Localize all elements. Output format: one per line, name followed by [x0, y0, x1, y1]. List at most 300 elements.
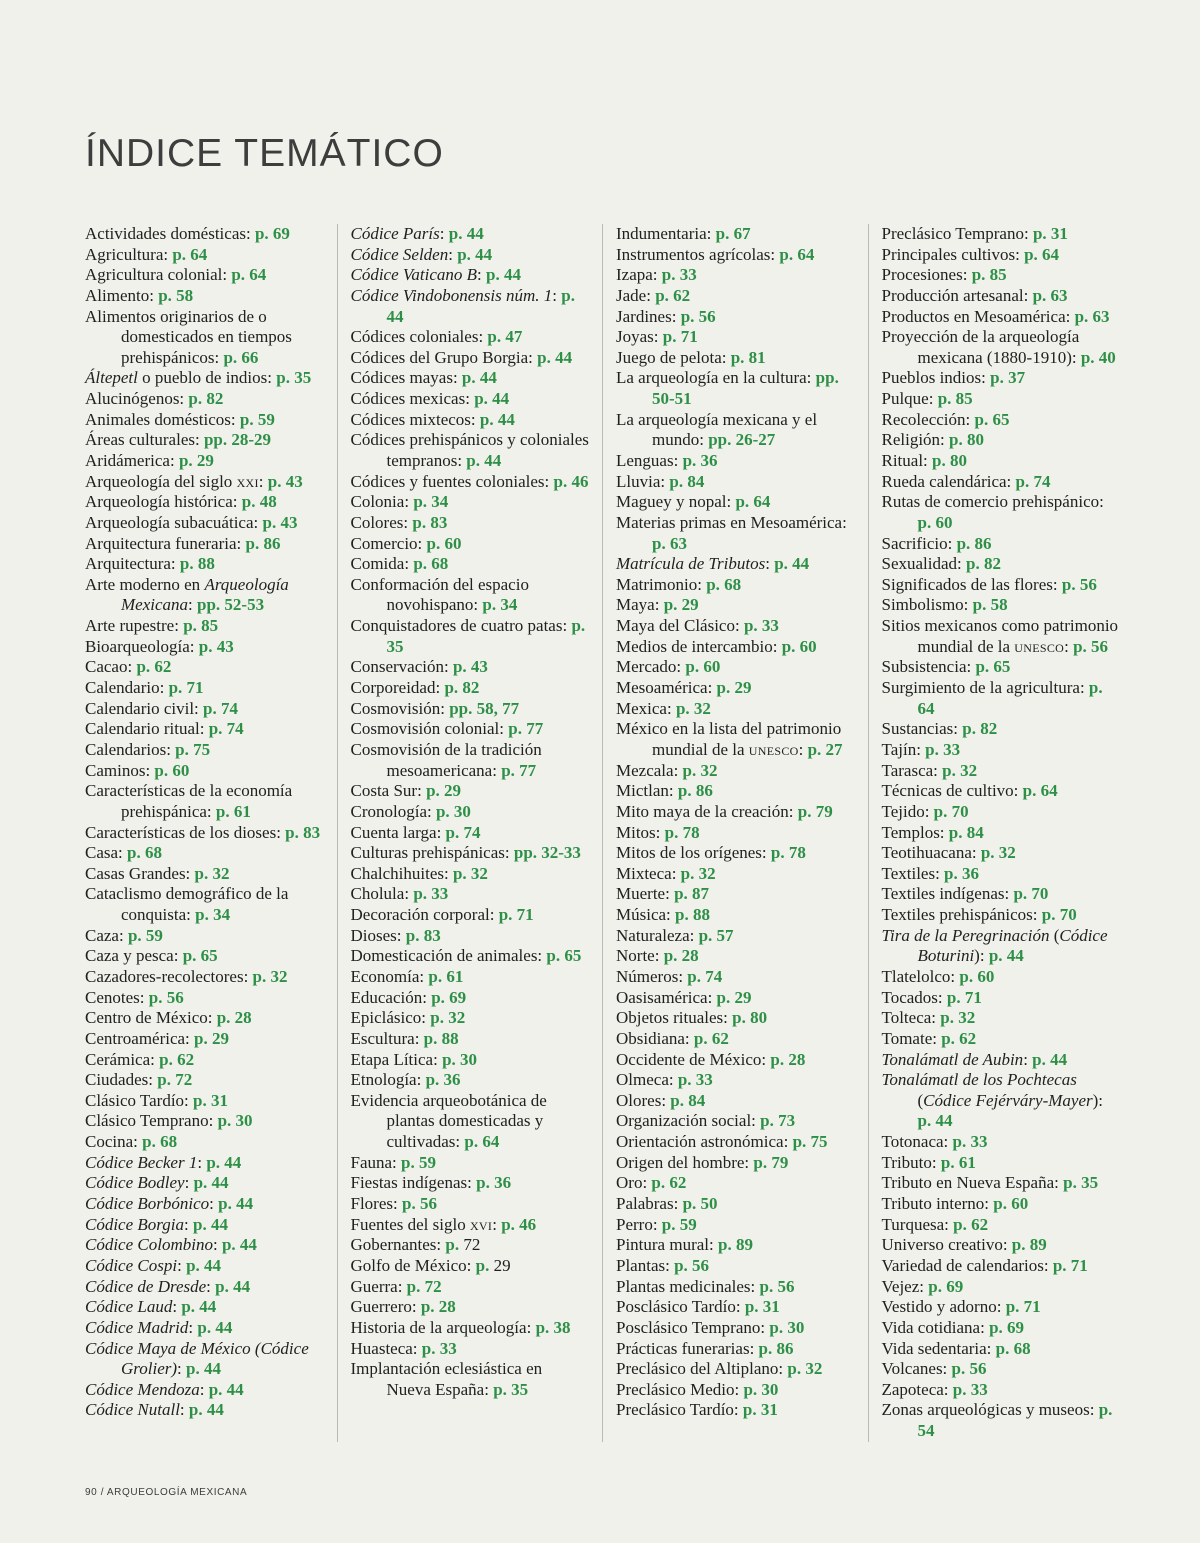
index-entry: Objetos rituales: p. 80 [616, 1008, 768, 1028]
page-ref: p. 32 [452, 863, 488, 883]
index-entry: Economía: p. 61 [350, 967, 464, 986]
page-ref: p. 54 [917, 1400, 1113, 1441]
page-ref: p. 86 [245, 533, 281, 553]
page-ref: p. 33 [677, 1070, 713, 1090]
index-column [602, 224, 868, 1442]
page-ref: p. 68 [706, 574, 742, 594]
index-entry: Maya del Clásico: p. 33 [616, 616, 779, 636]
page-ref: p. 31 [1032, 223, 1068, 243]
page-ref: p. [475, 1255, 490, 1275]
page-ref: p. 44 [448, 223, 484, 243]
page-ref: p. 35 [386, 616, 586, 656]
page-ref: p. 59 [127, 925, 163, 945]
index-entry: Etnología: p. 36 [350, 1070, 461, 1090]
page-ref: p. 74 [445, 822, 481, 842]
page-ref: p. 56 [759, 1276, 795, 1296]
index-entry: Códice Colombino: p. 44 [85, 1235, 257, 1255]
index-entry: Guerra: p. 72 [350, 1276, 442, 1296]
page-ref: p. 60 [685, 657, 721, 677]
page-ref: p. 58 [972, 595, 1008, 615]
page-ref: p. 80 [949, 430, 984, 450]
index-entry: Plantas medicinales: p. 56 [616, 1276, 795, 1296]
page-ref: p. 64 [1024, 244, 1060, 264]
page-ref: p. 44 [461, 368, 497, 388]
page-ref: p. 71 [168, 678, 204, 698]
index-entry: Centro de México: p. 28 [85, 1008, 252, 1028]
index-entry: Rutas de comercio prehispánico: p. 60 [881, 492, 1104, 532]
page-ref: p. 82 [966, 554, 1001, 574]
page-ref: p. 30 [769, 1317, 805, 1337]
page-ref: p. 72 [406, 1276, 442, 1296]
page-ref: p. 88 [179, 554, 215, 574]
index-entry: Zonas arqueológicas y museos: p. 54 [881, 1400, 1113, 1441]
index-entry: La arqueología en la cultura: pp. 50-51 [616, 368, 839, 409]
index-entry: Calendarios: p. 75 [85, 739, 211, 759]
page-ref: p. 35 [493, 1379, 529, 1399]
index-entry: Tajín: p. 33 [881, 739, 961, 759]
page-ref: p. 75 [792, 1132, 828, 1152]
index-entry: Palabras: p. 50 [616, 1194, 718, 1214]
page-ref: p. 60 [154, 760, 190, 780]
page-ref: p. 60 [993, 1194, 1029, 1214]
index-entry: Conformación del espacio novohispano: p. 34 [350, 574, 529, 615]
index-entry: Códices prehispánicos y coloniales tempranos: p. 44 [350, 430, 589, 470]
index-entry: Códice Cospi: p. 44 [85, 1255, 222, 1275]
index-entry: Tira de la Peregrinación (Códice Boturini): p. 44 [881, 925, 1108, 966]
index-entry: Textiles: p. 36 [881, 863, 980, 883]
page-ref: p. 30 [743, 1379, 779, 1399]
index-entry: Códice Madrid: p. 44 [85, 1317, 233, 1337]
page-ref: p. 73 [760, 1111, 796, 1131]
index-entry: Arte moderno en Arqueología Mexicana: pp. 52-53 [85, 574, 289, 615]
index-entry: Universo creativo: p. 89 [881, 1235, 1047, 1255]
index-entry: Jade: p. 62 [616, 285, 691, 305]
page-ref: p. 64 [1022, 781, 1058, 801]
page-ref: p. 29 [663, 595, 699, 615]
page-ref: p. 64 [779, 244, 815, 264]
index-entry: Caza y pesca: p. 65 [85, 946, 218, 966]
index-entry: Comida: p. 68 [350, 554, 449, 574]
page-ref: p. 71 [1005, 1297, 1041, 1317]
page-ref: p. 31 [193, 1090, 229, 1110]
index-entry: Jardines: p. 56 [616, 306, 716, 326]
page-ref: p. 50 [682, 1194, 718, 1214]
page-ref: pp. 28-29 [203, 430, 272, 450]
index-entry: Vestido y adorno: p. 71 [881, 1297, 1041, 1317]
page-ref: p. 85 [183, 616, 219, 636]
page-ref: p. 84 [670, 1090, 706, 1110]
page-ref: p. 44 [206, 1152, 242, 1172]
page-ref: p. 32 [682, 760, 718, 780]
index-entry: Productos en Mesoamérica: p. 63 [881, 306, 1110, 326]
page-ref: p. 58 [158, 285, 194, 305]
index-entry: Colonia: p. 34 [350, 492, 449, 512]
index-entry: Lenguas: p. 36 [616, 450, 718, 470]
index-columns [85, 224, 1120, 1442]
page-ref: p. 33 [421, 1338, 457, 1358]
page-ref: p. 68 [413, 554, 449, 574]
index-entry: Mitos de los orígenes: p. 78 [616, 843, 806, 863]
page-ref: p. 36 [682, 450, 718, 470]
page-ref: p. 32 [940, 1008, 976, 1028]
page-ref: p. 82 [962, 719, 998, 739]
page-ref: p. 44 [208, 1379, 244, 1399]
page-ref: p. 44 [457, 244, 493, 264]
index-entry: Áltepetl o pueblo de indios: p. 35 [85, 368, 312, 388]
index-entry: Arquitectura funeraria: p. 86 [85, 533, 281, 553]
index-entry: Códice Borbónico: p. 44 [85, 1194, 254, 1214]
page-ref: p. 78 [664, 822, 700, 842]
page-ref: p. 64 [172, 244, 208, 264]
page-ref: p. 71 [498, 905, 534, 925]
index-entry: Significados de las flores: p. 56 [881, 574, 1097, 594]
index-entry: Sustancias: p. 82 [881, 719, 998, 739]
index-entry: Códice Bodley: p. 44 [85, 1173, 229, 1193]
page-ref: p. 35 [1063, 1173, 1099, 1193]
page-ref: p. 70 [1013, 884, 1049, 904]
page-ref: p. 34 [413, 492, 449, 512]
page-ref: p. 56 [680, 306, 716, 326]
page-ref: p. 56 [951, 1359, 987, 1379]
index-entry: Códice de Dresde: p. 44 [85, 1276, 251, 1296]
page-ref: p. 43 [198, 636, 234, 656]
page-ref: p. 65 [974, 409, 1010, 429]
page-ref: p. 32 [194, 863, 230, 883]
index-entry: Tocados: p. 71 [881, 987, 982, 1007]
page-ref: p. 62 [953, 1214, 989, 1234]
index-entry: Cenotes: p. 56 [85, 987, 184, 1007]
index-entry: Clásico Tardío: p. 31 [85, 1090, 229, 1110]
page-ref: p. 33 [743, 616, 779, 636]
index-column [85, 224, 337, 1442]
index-entry: Preclásico Temprano: p. 31 [881, 223, 1068, 243]
page-ref: p. 60 [917, 512, 953, 532]
index-entry: Epiclásico: p. 32 [350, 1008, 466, 1028]
page-ref: p. 80 [932, 450, 967, 470]
page-ref: p. 62 [693, 1028, 729, 1048]
page-ref: p. 29 [426, 781, 462, 801]
page-ref: p. 64 [231, 265, 267, 285]
index-entry: Centroamérica: p. 29 [85, 1028, 229, 1048]
page-ref: p. 32 [680, 863, 716, 883]
index-entry: Códices del Grupo Borgia: p. 44 [350, 347, 573, 367]
index-entry: Cuenta larga: p. 74 [350, 822, 481, 842]
page-ref: p. 44 [218, 1194, 254, 1214]
index-entry: Cosmovisión colonial: p. 77 [350, 719, 544, 739]
index-column [337, 224, 603, 1442]
page-ref: p. 44 [774, 554, 810, 574]
index-entry: Agricultura colonial: p. 64 [85, 265, 267, 285]
page-ref: p. 44 [181, 1297, 217, 1317]
index-entry: Técnicas de cultivo: p. 64 [881, 781, 1058, 801]
page-ref: p. 44 [486, 265, 521, 285]
page-ref: p. 79 [797, 801, 833, 821]
index-entry: Códice Vindobonensis núm. 1: p. 44 [350, 285, 575, 326]
index-entry: Surgimiento de la agricultura: p. 64 [881, 678, 1103, 718]
index-entry: Conservación: p. 43 [350, 657, 488, 677]
index-entry: Códice Vaticano B: p. 44 [350, 265, 521, 285]
page-ref: p. 68 [127, 843, 162, 863]
index-entry: Mercado: p. 60 [616, 657, 721, 677]
index-entry: Izapa: p. 33 [616, 265, 697, 285]
page-ref: p. 56 [401, 1194, 437, 1214]
page-ref: p. 56 [148, 987, 184, 1007]
index-entry: Variedad de calendarios: p. 71 [881, 1255, 1088, 1275]
page-ref: pp. 50-51 [652, 368, 839, 409]
index-entry: Mictlan: p. 86 [616, 781, 713, 801]
page-ref: p. 82 [188, 389, 224, 409]
page-ref: p. 88 [675, 905, 710, 925]
page-ref: p. 44 [186, 1359, 221, 1379]
page-ref: p. 28 [770, 1049, 806, 1069]
index-entry: Perro: p. 59 [616, 1214, 697, 1234]
index-entry: Vejez: p. 69 [881, 1276, 964, 1296]
page-ref: p. 56 [1061, 574, 1097, 594]
index-entry: Códices coloniales: p. 47 [350, 327, 523, 347]
page-ref: p. 44 [988, 946, 1024, 966]
page-ref: p. 56 [1073, 636, 1109, 656]
index-entry: Mezcala: p. 32 [616, 760, 718, 780]
index-entry: Joyas: p. 71 [616, 327, 698, 347]
index-entry: Arqueología del siglo xxi: p. 43 [85, 471, 303, 491]
index-entry: Turquesa: p. 62 [881, 1214, 989, 1234]
index-entry: Mixteca: p. 32 [616, 863, 716, 883]
index-entry: Materias primas en Mesoamérica: p. 63 [616, 512, 847, 553]
index-entry: Pueblos indios: p. 37 [881, 368, 1026, 388]
page-ref: p. 44 [537, 347, 573, 367]
index-entry: Casas Grandes: p. 32 [85, 863, 230, 883]
index-entry: Códice Nutall: p. 44 [85, 1400, 224, 1420]
page-ref: p. 84 [948, 822, 984, 842]
page-ref: p. 59 [239, 409, 275, 429]
index-entry: Vida cotidiana: p. 69 [881, 1317, 1025, 1337]
index-entry: Ciudades: p. 72 [85, 1070, 193, 1090]
index-entry: Norte: p. 28 [616, 946, 699, 966]
page-ref: p. 65 [182, 946, 218, 966]
index-entry: Códices y fuentes coloniales: p. 46 [350, 471, 589, 491]
page-ref: p. 83 [412, 512, 448, 532]
page-ref: p. 38 [535, 1317, 571, 1337]
page-ref: p. 62 [136, 657, 172, 677]
page-ref: p. 43 [262, 512, 298, 532]
index-entry: Arqueología histórica: p. 48 [85, 492, 277, 512]
index-entry: Fiestas indígenas: p. 36 [350, 1173, 512, 1193]
page-ref: p. 32 [980, 843, 1016, 863]
page-ref: p. [445, 1235, 460, 1255]
index-entry: Tomate: p. 62 [881, 1028, 977, 1048]
page-ref: p. 71 [662, 327, 698, 347]
index-entry: Códice Maya de México (Códice Grolier): p. 44 [85, 1338, 309, 1379]
page-ref: p. 30 [442, 1049, 478, 1069]
page-ref: p. 44 [386, 285, 575, 326]
page-ref: p. 56 [674, 1255, 710, 1275]
index-entry: Mexica: p. 32 [616, 698, 711, 718]
page-ref: p. 74 [687, 967, 723, 986]
page-ref: p. 67 [715, 223, 751, 243]
page-ref: p. 68 [995, 1338, 1031, 1358]
page-ref: p. 64 [464, 1132, 500, 1152]
index-entry: Instrumentos agrícolas: p. 64 [616, 244, 815, 264]
index-entry: Zapoteca: p. 33 [881, 1379, 988, 1399]
page-ref: p. 62 [159, 1049, 195, 1069]
index-entry: Caminos: p. 60 [85, 760, 190, 780]
page-ref: p. 28 [663, 946, 699, 966]
index-entry: Textiles indígenas: p. 70 [881, 884, 1049, 904]
page-ref: p. 83 [285, 822, 321, 842]
page-ref: p. 43 [452, 657, 488, 677]
index-entry: Colores: p. 83 [350, 512, 448, 532]
index-entry: Alucinógenos: p. 82 [85, 389, 224, 409]
index-entry: Preclásico del Altiplano: p. 32 [616, 1359, 823, 1379]
page-ref: p. 29 [194, 1028, 229, 1048]
page-ref: p. 87 [674, 884, 710, 904]
page-ref: p. 83 [405, 925, 441, 945]
index-entry: Arqueología subacuática: p. 43 [85, 512, 298, 532]
index-entry: Códice Selden: p. 44 [350, 244, 493, 264]
index-entry: Etapa Lítica: p. 30 [350, 1049, 478, 1069]
index-entry: México en la lista del patrimonio mundial de la unesco: p. 27 [616, 719, 843, 759]
page-ref: p. 63 [1074, 306, 1110, 326]
index-entry: Juego de pelota: p. 81 [616, 347, 766, 367]
page-ref: p. 35 [276, 368, 312, 388]
page-ref: p. 85 [971, 265, 1007, 285]
page-ref: p. 71 [1052, 1255, 1088, 1275]
index-entry: Tributo en Nueva España: p. 35 [881, 1173, 1099, 1193]
page-ref: p. 64 [735, 492, 771, 512]
page-ref: p. 44 [192, 1214, 228, 1234]
page-ref: p. 62 [655, 285, 691, 305]
page-ref: pp. 58, 77 [449, 698, 520, 718]
index-column [868, 224, 1121, 1442]
index-entry: Sitios mexicanos como patrimonio mundial de la unesco: p. 56 [881, 616, 1119, 656]
index-entry: Agricultura: p. 64 [85, 244, 208, 264]
index-entry: Olmeca: p. 33 [616, 1070, 713, 1090]
index-entry: Fauna: p. 59 [350, 1152, 436, 1172]
index-entry: Teotihuacana: p. 32 [881, 843, 1016, 863]
index-entry: Tonalámatl de los Pochtecas (Códice Fejérváry-Mayer): p. 44 [881, 1070, 1104, 1131]
page-ref: p. 29 [178, 450, 214, 470]
index-entry: Posclásico Temprano: p. 30 [616, 1317, 805, 1337]
page-ref: p. 66 [223, 347, 259, 367]
index-entry: Cocina: p. 68 [85, 1132, 178, 1152]
index-entry: Preclásico Tardío: p. 31 [616, 1400, 778, 1420]
page-ref: p. 28 [216, 1008, 252, 1028]
page-ref: p. 29 [716, 987, 752, 1007]
page-ref: p. 44 [479, 409, 515, 429]
page-ref: p. 34 [482, 595, 518, 615]
index-entry: Códices mexicas: p. 44 [350, 389, 510, 409]
page-ref: p. 69 [431, 987, 467, 1007]
index-entry: Comercio: p. 60 [350, 533, 462, 553]
index-entry: Gobernantes: p. 72 [350, 1235, 481, 1255]
index-entry: Domesticación de animales: p. 65 [350, 946, 582, 966]
index-entry: Oasisamérica: p. 29 [616, 987, 752, 1007]
page-ref: p. 31 [744, 1297, 780, 1317]
index-entry: Producción artesanal: p. 63 [881, 285, 1068, 305]
index-entry: Mitos: p. 78 [616, 822, 700, 842]
page-ref: p. 37 [990, 368, 1026, 388]
page-ref: p. 33 [661, 265, 697, 285]
index-entry: Prácticas funerarias: p. 86 [616, 1338, 794, 1358]
index-entry: Decoración corporal: p. 71 [350, 905, 534, 925]
page-ref: p. 44 [1032, 1049, 1068, 1069]
page-ref: p. 86 [677, 781, 713, 801]
page-ref: p. 82 [444, 678, 480, 698]
index-entry: Ritual: p. 80 [881, 450, 967, 470]
index-entry: Tolteca: p. 32 [881, 1008, 976, 1028]
page-ref: p. 72 [157, 1070, 193, 1090]
page-ref: p. 60 [426, 533, 462, 553]
index-entry: Alimentos originarios de o domesticados en tiempos prehispánicos: p. 66 [85, 306, 292, 367]
index-entry: Huasteca: p. 33 [350, 1338, 457, 1358]
page-ref: p. 74 [203, 698, 238, 718]
index-entry: Indumentaria: p. 67 [616, 223, 751, 243]
page-ref: p. 36 [425, 1070, 461, 1090]
index-entry: Matrimonio: p. 68 [616, 574, 742, 594]
page-ref: p. 62 [941, 1028, 977, 1048]
page-ref: p. 85 [937, 389, 973, 409]
index-entry: Procesiones: p. 85 [881, 265, 1007, 285]
index-entry: Tejido: p. 70 [881, 801, 969, 821]
page-ref: p. 28 [420, 1297, 456, 1317]
index-entry: Organización social: p. 73 [616, 1111, 796, 1131]
index-entry: Culturas prehispánicas: pp. 32-33 [350, 843, 581, 863]
index-entry: Recolección: p. 65 [881, 409, 1010, 429]
index-entry: Pintura mural: p. 89 [616, 1235, 753, 1255]
index-entry: Mesoamérica: p. 29 [616, 678, 752, 698]
index-entry: Características de la economía prehispánica: p. 61 [85, 781, 293, 821]
page-footer: 90 / ARQUEOLOGÍA MEXICANA [85, 1487, 248, 1498]
page-ref: p. 32 [252, 967, 288, 986]
index-entry: Calendario: p. 71 [85, 678, 204, 698]
page-ref: p. 63 [652, 533, 687, 553]
index-entry: Obsidiana: p. 62 [616, 1028, 729, 1048]
index-entry: Números: p. 74 [616, 967, 723, 986]
index-entry: Simbolismo: p. 58 [881, 595, 1008, 615]
page-ref: p. 33 [413, 884, 449, 904]
page-ref: p. 44 [186, 1255, 222, 1275]
index-entry: Maya: p. 29 [616, 595, 699, 615]
page-ref: p. 61 [940, 1152, 976, 1172]
page-ref: p. 59 [661, 1214, 697, 1234]
index-entry: Origen del hombre: p. 79 [616, 1152, 789, 1172]
index-entry: Cosmovisión: pp. 58, 77 [350, 698, 520, 718]
index-entry: Lluvia: p. 84 [616, 471, 705, 491]
page-ref: p. 89 [717, 1235, 753, 1255]
index-entry: Cacao: p. 62 [85, 657, 172, 677]
page-ref: p. 44 [221, 1235, 257, 1255]
index-entry: Cataclismo demográfico de la conquista: p. 34 [85, 884, 289, 925]
page-ref: p. 65 [975, 657, 1011, 677]
index-entry: Tlatelolco: p. 60 [881, 967, 995, 986]
page-ref: p. 48 [241, 492, 277, 512]
index-entry: Arte rupestre: p. 85 [85, 616, 219, 636]
page-ref: p. 84 [669, 471, 705, 491]
index-entry: Animales domésticos: p. 59 [85, 409, 275, 429]
page-ref: p. 32 [675, 698, 711, 718]
index-entry: Subsistencia: p. 65 [881, 657, 1011, 677]
index-entry: Preclásico Medio: p. 30 [616, 1379, 779, 1399]
index-entry: Cazadores-recolectores: p. 32 [85, 967, 288, 986]
page-ref: p. 44 [474, 389, 510, 409]
page-ref: pp. 52-53 [197, 595, 265, 615]
page-ref: p. 44 [917, 1111, 953, 1131]
index-entry: Plantas: p. 56 [616, 1255, 710, 1275]
index-entry: Códices mixtecos: p. 44 [350, 409, 515, 429]
page-ref: p. 32 [787, 1359, 823, 1379]
page-ref: p. 46 [501, 1214, 537, 1234]
page-ref: p. 33 [952, 1379, 988, 1399]
